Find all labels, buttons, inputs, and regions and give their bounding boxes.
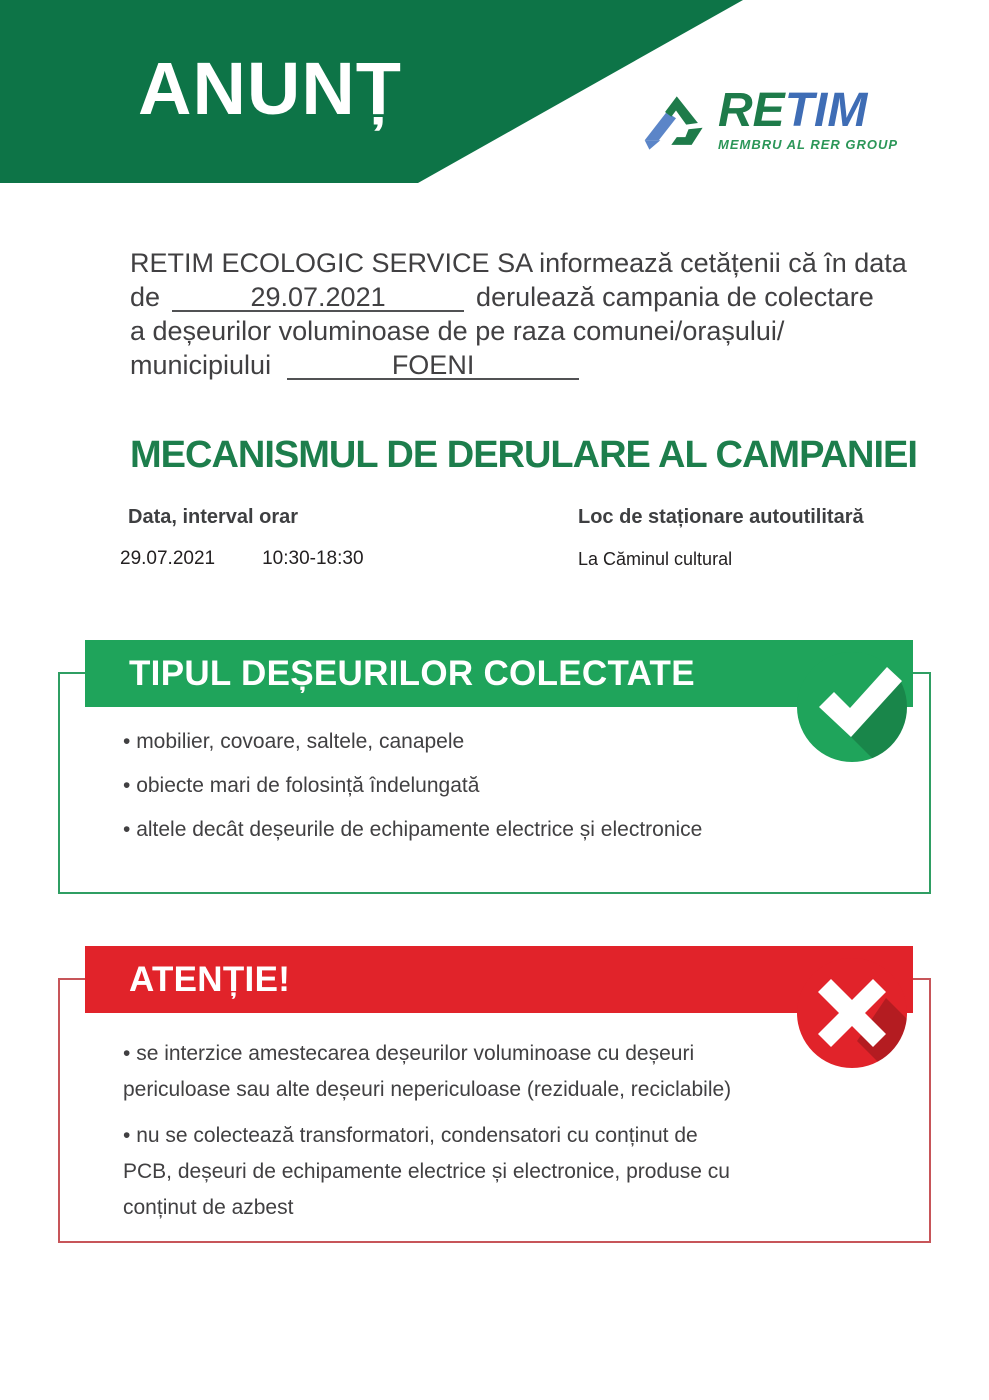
date-value: 29.07.2021: [250, 282, 386, 312]
list-item: [123, 1118, 813, 1226]
logo-re: RE: [718, 84, 785, 137]
warning-item-line: • nu se colectează transformatori, condensatori cu conținut de: [123, 1118, 813, 1154]
intro-line-3: a deșeurilor voluminoase de pe raza comunei/orașului/: [130, 316, 785, 346]
warning-header-bar: [85, 946, 913, 1013]
warning-item-line: PCB, deșeuri de echipamente electrice și electronice, produse cu: [123, 1160, 730, 1183]
list-item: • altele decât deșeurile de echipamente electrice și electronice: [123, 816, 899, 843]
date-blank: [172, 280, 464, 312]
city-blank: [287, 348, 579, 380]
logo-wordmark: [718, 86, 898, 136]
intro-line2-suffix: derulează campania de colectare: [476, 282, 874, 312]
warning-title: ATENȚIE!: [129, 959, 291, 999]
list-item: [123, 1036, 813, 1108]
intro-line2-prefix: de: [130, 282, 161, 312]
schedule-date-header: Data, interval orar: [128, 506, 299, 528]
list-item: • mobilier, covoare, saltele, canapele: [123, 728, 899, 755]
schedule-date-column: [120, 506, 364, 570]
logo-tim: TIM: [784, 84, 868, 137]
check-icon: [795, 645, 909, 767]
intro-line4-prefix: municipiului: [130, 350, 272, 380]
recycle-triangle-icon: [640, 90, 712, 156]
schedule-interval: 10:30-18:30: [262, 548, 364, 569]
collected-waste-header-bar: [85, 640, 913, 707]
intro-line-2: [130, 280, 940, 314]
intro-line-4: [130, 348, 940, 382]
schedule-date: 29.07.2021: [120, 548, 216, 569]
schedule-location-header: Loc de staționare autoutilitară: [578, 506, 864, 528]
page-title: ANUNȚ: [138, 47, 402, 130]
logo-tagline: MEMBRU AL RER GROUP: [718, 137, 899, 152]
intro-paragraph: [130, 246, 940, 382]
warning-item-line: • se interzice amestecarea deșeurilor voluminoase cu deșeuri: [123, 1036, 813, 1072]
x-icon: [795, 951, 909, 1073]
city-value: FOENI: [391, 350, 475, 380]
schedule-location-column: [578, 506, 864, 570]
section-title: MECANISMUL DE DERULARE AL CAMPANIEI: [130, 434, 917, 476]
logo-text-block: [718, 86, 898, 152]
retim-logo: [640, 86, 898, 156]
list-item: • obiecte mari de folosință îndelungată: [123, 772, 899, 799]
collected-waste-title: TIPUL DEȘEURILOR COLECTATE: [129, 653, 695, 693]
warning-item-line: conținut de azbest: [123, 1196, 294, 1219]
intro-line-1: RETIM ECOLOGIC SERVICE SA informează cetățenii că în data: [130, 248, 907, 278]
schedule-date-row: [120, 548, 364, 570]
warning-item-line: periculoase sau alte deșeuri nepericuloase (reziduale, reciclabile): [123, 1078, 732, 1101]
schedule-location: La Căminul cultural: [578, 549, 733, 569]
